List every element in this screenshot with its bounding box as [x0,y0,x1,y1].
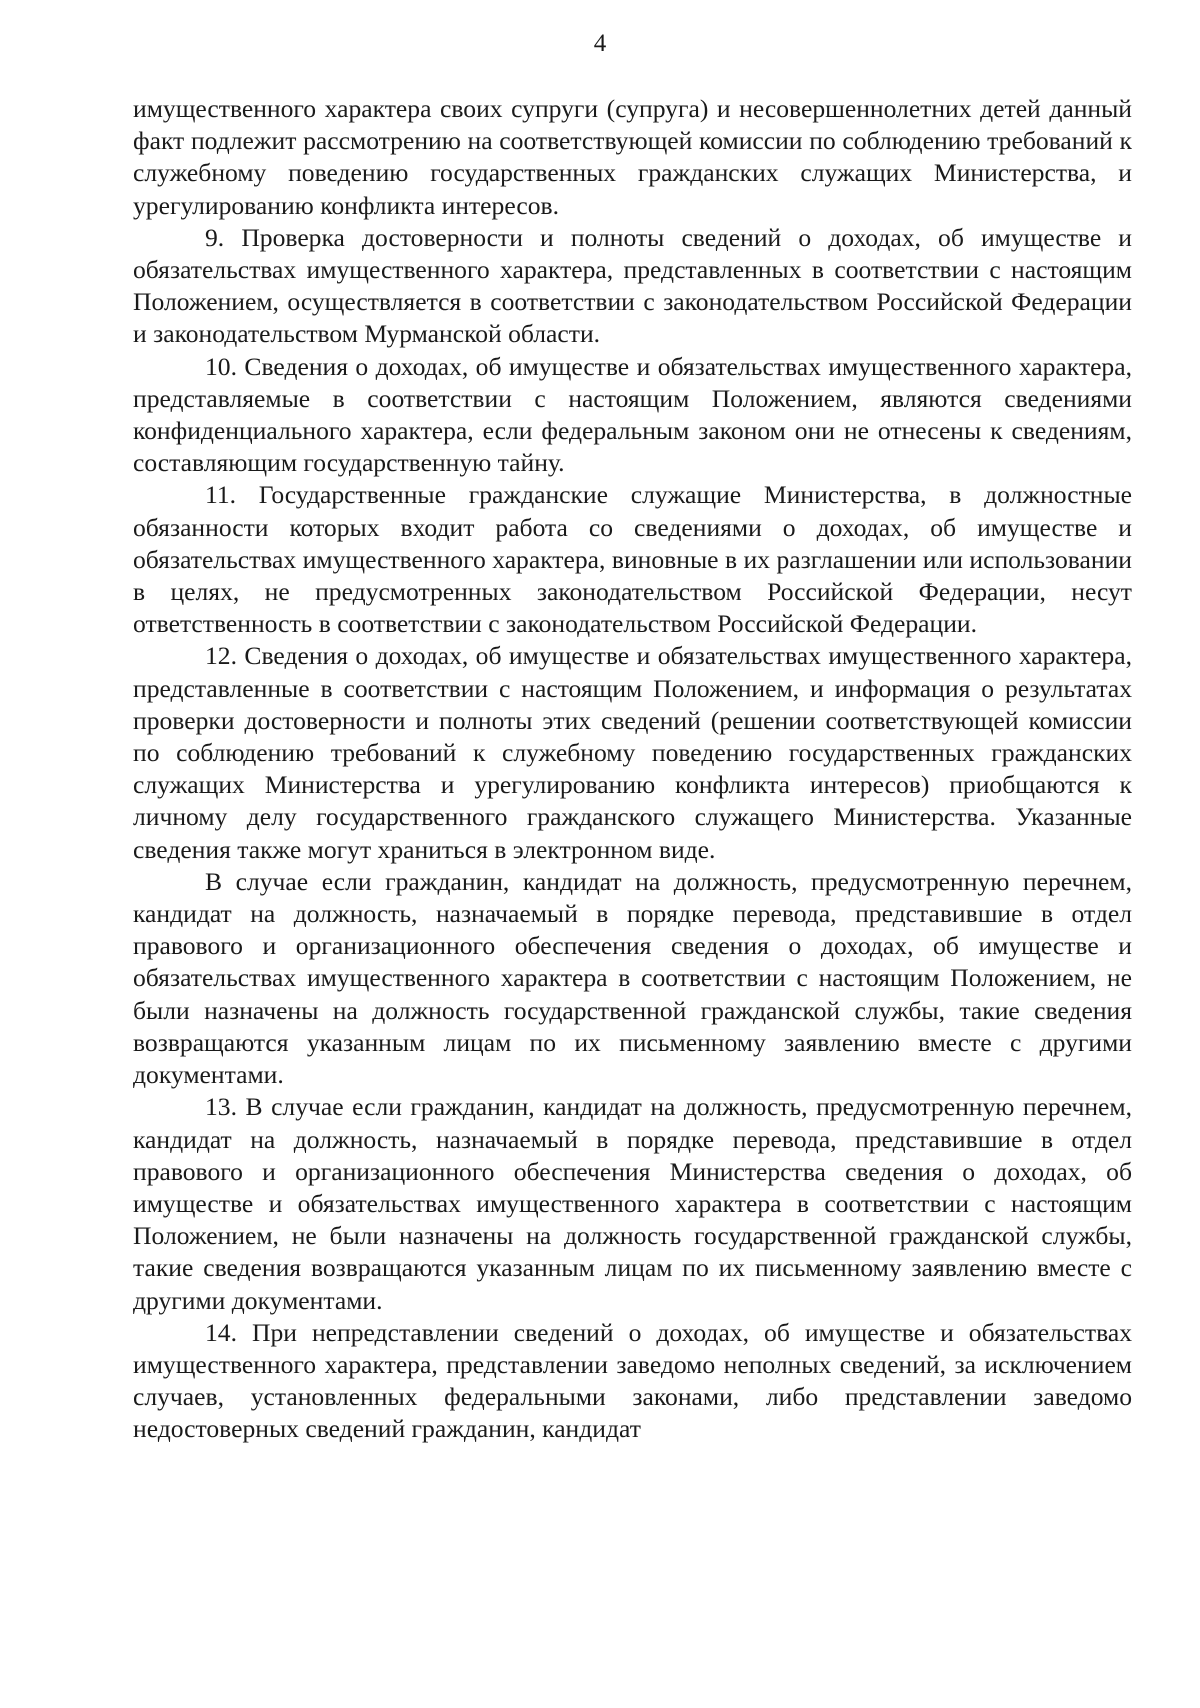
paragraph-continuation: имущественного характера своих супруги (супруга) и несовершеннолетних детей данный факт подлежит рассмотрению на соответствующей комиссии по соблюдению требований к служебному поведению государственных гражданских служащих Министерства, и урегулированию конфликта интересов. [133,94,1132,220]
document-body [133,93,1132,1446]
paragraph-12: 12. Сведения о доходах, об имуществе и обязательствах имущественного характера, представленные в соответствии с настоящим Положением, и информация о результатах проверки достоверности и полноты этих сведений (решении соответствующей комиссии по соблюдению требований к служебному поведению государственных гражданских служащих Министерства и урегулированию конфликта интересов) приобщаются к личному делу государственного гражданского служащего Министерства. Указанные сведения также могут храниться в электронном виде. [133,641,1132,864]
paragraph-13: 13. В случае если гражданин, кандидат на должность, предусмотренную перечнем, кандидат на должность, назначаемый в порядке перевода, представившие в отдел правового и организационного обеспечения Министерства сведения о доходах, об имуществе и обязательствах имущественного характера в соответствии с настоящим Положением, не были назначены на должность государственной гражданской службы, такие сведения возвращаются указанным лицам по их письменному заявлению вместе с другими документами. [133,1092,1132,1315]
paragraph-9: 9. Проверка достоверности и полноты сведений о доходах, об имуществе и обязательствах имущественного характера, представленных в соответствии с настоящим Положением, осуществляется в соответствии с законодательством Российской Федерации и законодательством Мурманской области. [133,222,1132,349]
paragraph-10: 10. Сведения о доходах, об имуществе и обязательствах имущественного характера, представляемые в соответствии с настоящим Положением, являются сведениями конфиденциального характера, если федеральным законом они не отнесены к сведениям, составляющим государственную тайну. [133,351,1132,478]
paragraph-11: 11. Государственные гражданские служащие Министерства, в должностные обязанности которых входит работа со сведениями о доходах, об имуществе и обязательствах имущественного характера, виновные в их разглашении или использовании в целях, не предусмотренных законодательством Российской Федерации, несут ответственность в соответствии с законодательством Российской Федерации. [133,480,1132,639]
paragraph-14: 14. При непредставлении сведений о доходах, об имуществе и обязательствах имущественного характера, представлении заведомо неполных сведений, за исключением случаев, установленных федеральными законами, либо представлении заведомо недостоверных сведений гражданин, кандидат [133,1317,1132,1444]
paragraph-12-continuation: В случае если гражданин, кандидат на должность, предусмотренную перечнем, кандидат на должность, назначаемый в порядке перевода, представившие в отдел правового и организационного обеспечения сведения о доходах, об имуществе и обязательствах имущественного характера в соответствии с настоящим Положением, не были назначены на должность государственной гражданской службы, такие сведения возвращаются указанным лицам по их письменному заявлению вместе с другими документами. [133,866,1132,1090]
page-number: 4 [593,30,607,57]
